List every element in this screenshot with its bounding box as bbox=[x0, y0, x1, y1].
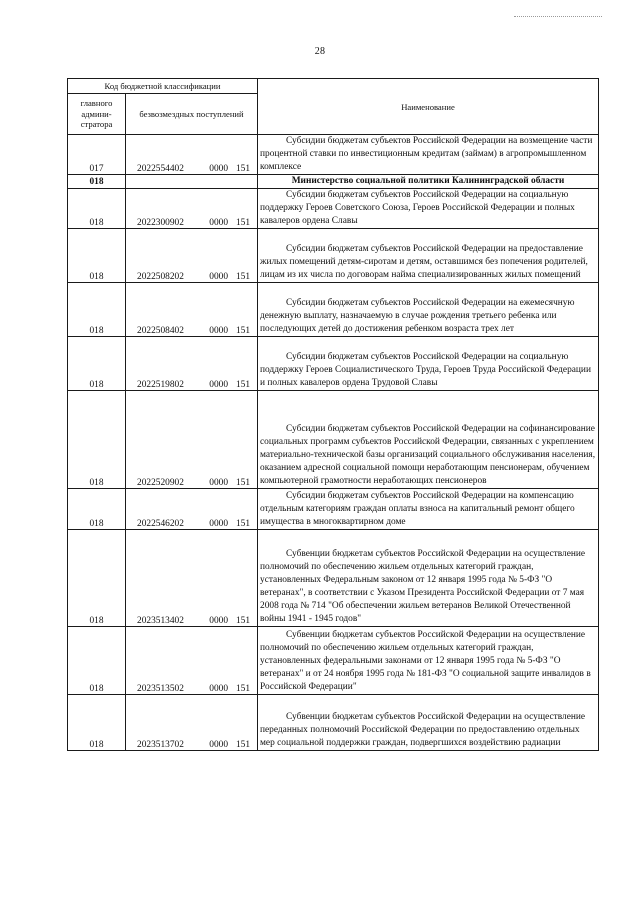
table-row bbox=[68, 337, 599, 391]
revenue-code-cell bbox=[126, 489, 258, 530]
name-cell bbox=[258, 695, 599, 751]
name-text: Субсидии бюджетам субъектов Российской Федерации на предоставление жилых помещений детям-сиротам и детям, оставшимся без попечения родителей, лицам из их числа по договорам найма специализированных жилых помещений bbox=[260, 244, 588, 280]
header-revenue: безвозмездных поступлений bbox=[126, 94, 258, 135]
table-row bbox=[68, 229, 599, 283]
name-cell bbox=[258, 530, 599, 627]
admin-code-cell: 018 bbox=[68, 489, 126, 530]
admin-code-cell: 018 bbox=[68, 229, 126, 283]
table-row bbox=[68, 283, 599, 337]
name-text: Субсидии бюджетам субъектов Российской Федерации на возмещение части процентной ставки по инвестиционным кредитам (займам) в агропромышленном комплексе bbox=[260, 136, 593, 172]
name-cell bbox=[258, 391, 599, 489]
name-cell bbox=[258, 135, 599, 175]
budget-classification-table bbox=[67, 78, 599, 751]
admin-code-cell: 017 bbox=[68, 135, 126, 175]
admin-code-cell: 018 bbox=[68, 189, 126, 229]
revenue-code-part: 2023513702 bbox=[137, 740, 184, 750]
revenue-code-part: 151 bbox=[235, 740, 250, 750]
table-row bbox=[68, 391, 599, 489]
revenue-code-part: 2022519802 bbox=[137, 380, 184, 390]
revenue-code-part: 2022508402 bbox=[137, 326, 184, 336]
revenue-code-cell bbox=[126, 283, 258, 337]
header-admin: главного админи- стратора bbox=[68, 94, 126, 135]
revenue-code-cell bbox=[126, 189, 258, 229]
revenue-code-cell bbox=[126, 229, 258, 283]
revenue-code-part: 0000 bbox=[209, 218, 228, 228]
revenue-code-part: 151 bbox=[235, 272, 250, 282]
revenue-code-part: 2022520902 bbox=[137, 478, 184, 488]
revenue-code-cell bbox=[126, 627, 258, 695]
table-row bbox=[68, 627, 599, 695]
revenue-code-part: 0000 bbox=[209, 326, 228, 336]
name-text: Субсидии бюджетам субъектов Российской Федерации на компенсацию отдельным категориям граждан оплаты взноса на капитальный ремонт общего имущества в многоквартирном доме bbox=[260, 491, 575, 527]
header-classification-code: Код бюджетной классификации bbox=[68, 79, 258, 94]
revenue-code-cell bbox=[126, 695, 258, 751]
revenue-code-part: 0000 bbox=[209, 740, 228, 750]
name-text: Субвенции бюджетам субъектов Российской Федерации на осуществление полномочий по обеспечению жильем отдельных категорий граждан, установленных федеральными законами от 12 января 1995 года № 5-ФЗ "О ветеранах" и от 24 ноября 1995 года № 181-ФЗ "О социальной защите инвалидов в Российской Федерации" bbox=[260, 630, 591, 692]
table-row bbox=[68, 189, 599, 229]
revenue-code-part: 0000 bbox=[209, 616, 228, 626]
table-row bbox=[68, 135, 599, 175]
table-row bbox=[68, 489, 599, 530]
name-cell bbox=[258, 627, 599, 695]
name-cell bbox=[258, 337, 599, 391]
name-text: Субсидии бюджетам субъектов Российской Федерации на социальную поддержку Героев Социалистического Труда, Героев Труда Российской Федерации и полных кавалеров ордена Трудовой Славы bbox=[260, 352, 591, 388]
table-header-row bbox=[68, 79, 599, 94]
revenue-code-cell bbox=[126, 530, 258, 627]
ministry-name-cell bbox=[258, 175, 599, 189]
name-text: Субсидии бюджетам субъектов Российской Федерации на софинансирование социальных программ субъектов Российской Федерации, связанных с укреплением материально-технической базы организаций социального обслуживания населения, оказанием адресной социальной помощи неработающим пенсионерам, обучением компьютерной грамотности неработающих пенсионеров bbox=[260, 424, 596, 486]
revenue-code-cell bbox=[126, 337, 258, 391]
table-row bbox=[68, 530, 599, 627]
ministry-row bbox=[68, 175, 599, 189]
revenue-code-part: 151 bbox=[235, 326, 250, 336]
revenue-code-part: 2022300902 bbox=[137, 218, 184, 228]
header-name: Наименование bbox=[258, 79, 599, 135]
name-cell bbox=[258, 489, 599, 530]
admin-code-cell: 018 bbox=[68, 695, 126, 751]
revenue-code-part: 151 bbox=[235, 478, 250, 488]
revenue-code-part: 0000 bbox=[209, 272, 228, 282]
admin-code-cell: 018 bbox=[68, 283, 126, 337]
revenue-code-part: 151 bbox=[235, 519, 250, 529]
revenue-code-part: 151 bbox=[235, 684, 250, 694]
name-text: Министерство социальной политики Калининградской области bbox=[291, 176, 565, 186]
name-text: Субвенции бюджетам субъектов Российской Федерации на осуществление полномочий по обеспечению жильем отдельных категорий граждан, установленных Федеральным законом от 12 января 1995 года № 5-ФЗ "О ветеранах", в соответствии с Указом Президента Российской Федерации от 7 мая 2008 года № 714 "Об обеспечении жильем ветеранов Великой Отечественной войны 1941 - 1945 годов" bbox=[260, 549, 586, 624]
name-cell bbox=[258, 283, 599, 337]
revenue-code-part: 2022508202 bbox=[137, 272, 184, 282]
admin-code-cell: 018 bbox=[68, 391, 126, 489]
admin-code-cell: 018 bbox=[68, 627, 126, 695]
revenue-code-part: 2022554402 bbox=[137, 164, 184, 174]
revenue-code-part: 2023513402 bbox=[137, 616, 184, 626]
table-body bbox=[68, 135, 599, 751]
revenue-code-part: 0000 bbox=[209, 164, 228, 174]
revenue-code-cell bbox=[126, 391, 258, 489]
revenue-code-cell bbox=[126, 135, 258, 175]
revenue-code-cell bbox=[126, 175, 258, 189]
table-row bbox=[68, 695, 599, 751]
name-cell bbox=[258, 229, 599, 283]
revenue-code-part: 0000 bbox=[209, 478, 228, 488]
revenue-code-part: 151 bbox=[235, 616, 250, 626]
revenue-code-part: 0000 bbox=[209, 519, 228, 529]
admin-code-cell: 018 bbox=[68, 530, 126, 627]
name-text: Субвенции бюджетам субъектов Российской Федерации на осуществление переданных полномочий Российской Федерации по предоставлению отдельных мер социальной поддержки граждан, подвергшихся воздействию радиации bbox=[260, 712, 586, 748]
revenue-code-part: 2022546202 bbox=[137, 519, 184, 529]
revenue-code-part: 0000 bbox=[209, 684, 228, 694]
revenue-code-part: 151 bbox=[235, 164, 250, 174]
admin-code-cell: 018 bbox=[68, 175, 126, 189]
scan-artifact bbox=[514, 16, 602, 17]
name-cell bbox=[258, 189, 599, 229]
admin-code-cell: 018 bbox=[68, 337, 126, 391]
name-text: Субсидии бюджетам субъектов Российской Федерации на социальную поддержку Героев Советского Союза, Героев Российской Федерации и полных кавалеров ордена Славы bbox=[260, 190, 575, 226]
revenue-code-part: 2023513502 bbox=[137, 684, 184, 694]
revenue-code-part: 151 bbox=[235, 218, 250, 228]
revenue-code-part: 151 bbox=[235, 380, 250, 390]
name-text: Субсидии бюджетам субъектов Российской Федерации на ежемесячную денежную выплату, назначаемую в случае рождения третьего ребенка или последующих детей до достижения ребенком возраста трех лет bbox=[260, 298, 575, 334]
page-number: 28 bbox=[314, 46, 326, 57]
revenue-code-part: 0000 bbox=[209, 380, 228, 390]
